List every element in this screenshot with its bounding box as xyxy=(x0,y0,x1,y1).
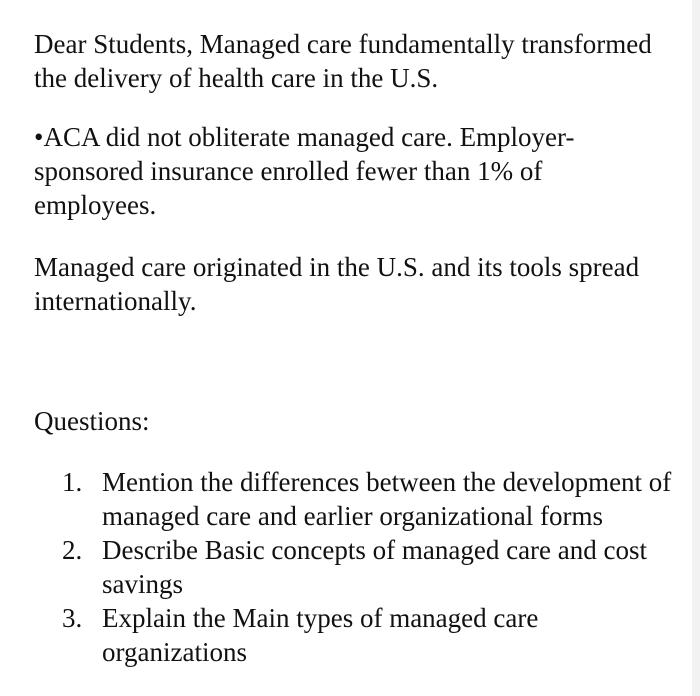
intro-paragraph: Dear Students, Managed care fundamentally transformed the delivery of health care in the U.S. xyxy=(34,29,652,93)
question-text: Explain the Main types of managed care organizations xyxy=(102,603,539,667)
questions-list xyxy=(62,465,672,669)
question-number: 3. xyxy=(62,603,83,633)
questions-heading: Questions: xyxy=(34,406,150,436)
origin-paragraph: Managed care originated in the U.S. and its tools spread internationally. xyxy=(34,252,640,316)
question-text: Mention the differences between the development of managed care and earlier organizational forms xyxy=(102,467,672,531)
question-item xyxy=(62,465,672,533)
question-number: 2. xyxy=(62,535,83,565)
aca-bullet-paragraph: •ACA did not obliterate managed care. Employer-sponsored insurance enrolled fewer than 1% of employees. xyxy=(34,122,575,220)
question-item xyxy=(62,601,672,669)
question-item xyxy=(62,533,672,601)
question-text: Describe Basic concepts of managed care and cost savings xyxy=(102,535,648,599)
question-number: 1. xyxy=(62,467,83,497)
